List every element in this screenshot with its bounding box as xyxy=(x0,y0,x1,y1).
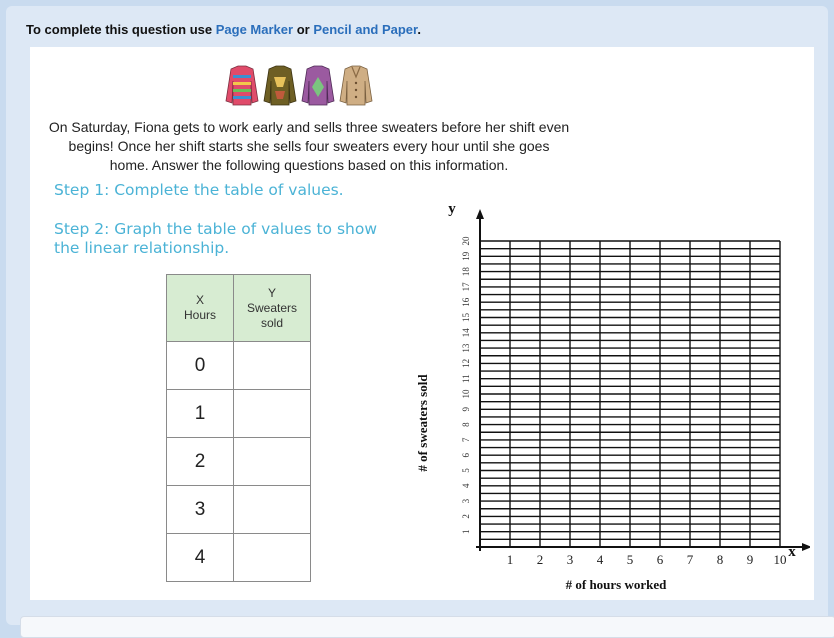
instruction-line xyxy=(26,22,421,37)
y-value-cell[interactable] xyxy=(234,438,311,486)
coordinate-grid[interactable] xyxy=(400,197,810,597)
y-tick-label: 4 xyxy=(461,483,471,489)
y-header: Y xyxy=(267,285,276,300)
step-2-instruction: Step 2: Graph the table of values to show the linear relationship. xyxy=(54,220,378,257)
question-panel xyxy=(6,6,828,625)
axes xyxy=(476,209,810,551)
x-value-cell: 1 xyxy=(167,390,234,438)
grid-lines xyxy=(480,241,780,547)
x-tick-label: 9 xyxy=(746,552,754,567)
x-subheader: Hours xyxy=(183,308,216,322)
y-tick-label: 10 xyxy=(461,389,471,399)
y-tick-label: 18 xyxy=(461,267,471,277)
x-value-cell: 3 xyxy=(167,486,234,534)
olive-sweater-icon xyxy=(263,63,297,107)
x-axis-arrow xyxy=(802,543,810,551)
y-tick-label: 16 xyxy=(461,297,471,307)
x-tick-label: 2 xyxy=(536,552,544,567)
instruction-suffix: . xyxy=(417,22,421,37)
x-tick-label: 5 xyxy=(626,552,634,567)
x-tick-label: 8 xyxy=(716,552,724,567)
y-tick-label: 13 xyxy=(461,343,471,353)
y-tick-label: 6 xyxy=(461,452,471,458)
beige-sweater-icon xyxy=(339,63,373,107)
y-tick-label: 20 xyxy=(461,236,471,246)
x-value-cell: 4 xyxy=(167,534,234,582)
y-tick-label: 15 xyxy=(461,313,471,322)
y-tick-label: 1 xyxy=(461,529,471,534)
y-axis-arrow xyxy=(476,209,484,219)
table-row xyxy=(167,438,311,486)
instruction-prefix: To complete this question use xyxy=(26,22,213,37)
x-axis-label: # of hours worked xyxy=(565,577,667,592)
y-tick-label: 12 xyxy=(461,358,471,368)
y-tick-label: 9 xyxy=(461,407,471,412)
y-axis-label: # of sweaters sold xyxy=(415,374,430,472)
x-axis-letter: x xyxy=(788,544,796,560)
table-row xyxy=(167,342,311,390)
x-tick-label: 6 xyxy=(656,552,664,567)
question-card xyxy=(30,47,814,600)
y-value-cell[interactable] xyxy=(234,534,311,582)
y-value-cell[interactable] xyxy=(234,342,311,390)
y-value-cell[interactable] xyxy=(234,486,311,534)
x-tick-labels xyxy=(507,552,787,567)
x-value-cell: 2 xyxy=(167,438,234,486)
page-marker-link[interactable]: Page Marker xyxy=(215,22,294,37)
y-tick-label: 14 xyxy=(461,328,471,338)
y-tick-label: 5 xyxy=(461,468,471,473)
y-column-header xyxy=(234,275,311,342)
y-subheader: Sweaters sold xyxy=(246,300,298,330)
pencil-and-paper-link[interactable]: Pencil and Paper xyxy=(313,22,418,37)
y-tick-label: 7 xyxy=(461,437,471,443)
striped-sweater-icon xyxy=(225,63,259,107)
answer-area-bar xyxy=(20,616,834,638)
x-column-header xyxy=(167,275,234,342)
y-axis-letter: y xyxy=(448,201,456,217)
x-tick-label: 3 xyxy=(566,552,574,567)
y-tick-labels xyxy=(461,236,471,534)
y-tick-label: 8 xyxy=(461,422,471,427)
x-tick-label: 7 xyxy=(686,552,694,567)
instruction-joiner: or xyxy=(296,22,310,37)
y-tick-label: 11 xyxy=(461,374,471,384)
step-1-instruction: Step 1: Complete the table of values. xyxy=(54,181,344,199)
y-value-cell[interactable] xyxy=(234,390,311,438)
x-value-cell: 0 xyxy=(167,342,234,390)
y-tick-label: 3 xyxy=(461,498,471,504)
y-tick-label: 19 xyxy=(461,251,471,261)
x-tick-label: 1 xyxy=(506,552,514,567)
table-row xyxy=(167,486,311,534)
purple-sweater-icon xyxy=(301,63,335,107)
x-header: X xyxy=(195,293,204,307)
x-tick-label: 10 xyxy=(773,552,787,567)
x-tick-label: 4 xyxy=(596,552,604,567)
table-of-values xyxy=(166,274,311,582)
table-row xyxy=(167,390,311,438)
y-tick-label: 2 xyxy=(461,514,471,519)
problem-text: On Saturday, Fiona gets to work early and sells three sweaters before her shift even begins! Once her shift starts she sells four sweaters every hour until she goes home. Answer the following questions based on this information. xyxy=(48,119,570,173)
table-row xyxy=(167,534,311,582)
y-tick-label: 17 xyxy=(461,282,471,292)
